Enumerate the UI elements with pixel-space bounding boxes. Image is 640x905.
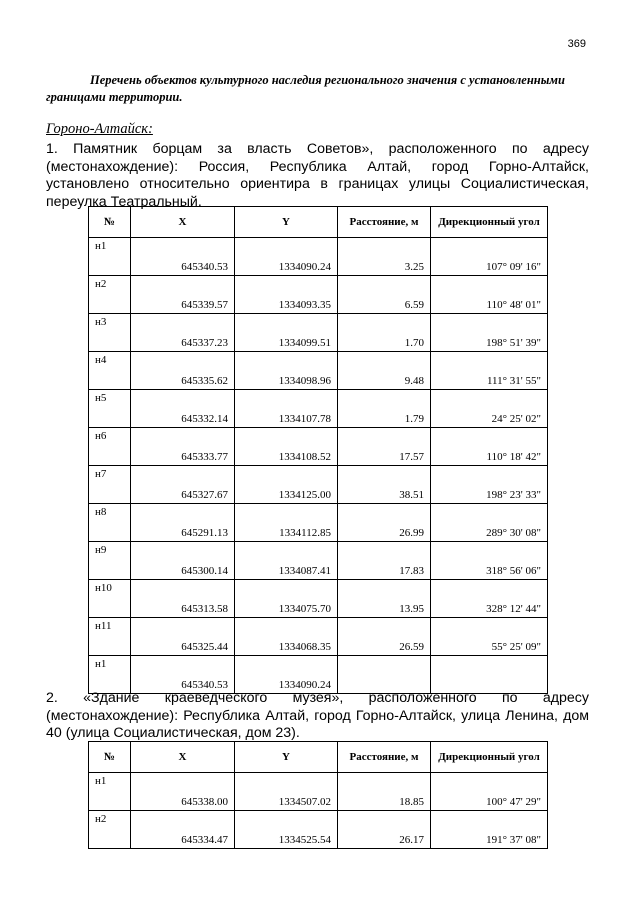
point-cell: н5	[89, 390, 131, 428]
distance-cell: 17.83	[338, 542, 431, 580]
angle-cell: 318° 56' 06"	[431, 542, 548, 580]
x-cell: 645300.14	[131, 542, 235, 580]
y-cell: 1334098.96	[235, 352, 338, 390]
y-cell: 1334093.35	[235, 276, 338, 314]
y-cell: 1334090.24	[235, 238, 338, 276]
point-cell: н8	[89, 504, 131, 542]
distance-cell: 26.59	[338, 618, 431, 656]
angle-cell: 328° 12' 44"	[431, 580, 548, 618]
x-cell: 645337.23	[131, 314, 235, 352]
x-cell: 645333.77	[131, 428, 235, 466]
y-cell: 1334125.00	[235, 466, 338, 504]
header-distance: Расстояние, м	[338, 742, 431, 773]
distance-cell: 1.79	[338, 390, 431, 428]
x-cell: 645291.13	[131, 504, 235, 542]
distance-cell: 26.99	[338, 504, 431, 542]
x-cell: 645335.62	[131, 352, 235, 390]
table-row	[89, 352, 548, 390]
table-row	[89, 542, 548, 580]
table-row	[89, 238, 548, 276]
coordinates-table	[88, 741, 548, 849]
object-description: 2. «Здание краеведческого музея», расположенного по адресу (местонахождение): Республика Алтай, город Горно-Алтайск, улица Ленина, дом 40 (улица Социалистическая, дом 23).	[46, 690, 589, 741]
angle-cell: 111° 31' 55"	[431, 352, 548, 390]
point-cell: н9	[89, 542, 131, 580]
y-cell: 1334525.54	[235, 811, 338, 849]
distance-cell: 6.59	[338, 276, 431, 314]
angle-cell: 107° 09' 16"	[431, 238, 548, 276]
distance-cell: 26.17	[338, 811, 431, 849]
point-cell: н2	[89, 276, 131, 314]
x-cell: 645340.53	[131, 656, 235, 694]
y-cell: 1334068.35	[235, 618, 338, 656]
point-cell: н7	[89, 466, 131, 504]
header-num: №	[89, 742, 131, 773]
point-cell: н1	[89, 656, 131, 694]
angle-cell	[431, 656, 548, 694]
table-row	[89, 618, 548, 656]
header-y: Y	[235, 742, 338, 773]
distance-cell	[338, 656, 431, 694]
y-cell: 1334090.24	[235, 656, 338, 694]
table-row	[89, 276, 548, 314]
distance-cell: 13.95	[338, 580, 431, 618]
y-cell: 1334107.78	[235, 390, 338, 428]
header-angle: Дирекционный угол	[431, 742, 548, 773]
x-cell: 645339.57	[131, 276, 235, 314]
table-body	[89, 238, 548, 694]
y-cell: 1334087.41	[235, 542, 338, 580]
table-row	[89, 773, 548, 811]
header-angle: Дирекционный угол	[431, 207, 548, 238]
angle-cell: 100° 47' 29"	[431, 773, 548, 811]
angle-cell: 110° 48' 01"	[431, 276, 548, 314]
angle-cell: 191° 37' 08"	[431, 811, 548, 849]
table-row	[89, 390, 548, 428]
angle-cell: 198° 23' 33"	[431, 466, 548, 504]
point-cell: н1	[89, 773, 131, 811]
distance-cell: 3.25	[338, 238, 431, 276]
table-row	[89, 314, 548, 352]
header-num: №	[89, 207, 131, 238]
angle-cell: 289° 30' 08"	[431, 504, 548, 542]
table-body	[89, 773, 548, 849]
table-row	[89, 811, 548, 849]
header-distance: Расстояние, м	[338, 207, 431, 238]
point-cell: н3	[89, 314, 131, 352]
table-row	[89, 656, 548, 694]
document-heading: Перечень объектов культурного наследия регионального значения с установленными границами территории.	[46, 73, 565, 104]
point-cell: н6	[89, 428, 131, 466]
point-cell: н1	[89, 238, 131, 276]
header-y: Y	[235, 207, 338, 238]
distance-cell: 1.70	[338, 314, 431, 352]
table-row	[89, 428, 548, 466]
distance-cell: 17.57	[338, 428, 431, 466]
y-cell: 1334075.70	[235, 580, 338, 618]
city-label: Гороно-Алтайск:	[46, 121, 153, 137]
x-cell: 645334.47	[131, 811, 235, 849]
x-cell: 645325.44	[131, 618, 235, 656]
table-row	[89, 504, 548, 542]
angle-cell: 110° 18' 42"	[431, 428, 548, 466]
point-cell: н2	[89, 811, 131, 849]
x-cell: 645332.14	[131, 390, 235, 428]
distance-cell: 38.51	[338, 466, 431, 504]
angle-cell: 24° 25' 02"	[431, 390, 548, 428]
x-cell: 645327.67	[131, 466, 235, 504]
table-row	[89, 466, 548, 504]
x-cell: 645340.53	[131, 238, 235, 276]
point-cell: н4	[89, 352, 131, 390]
y-cell: 1334112.85	[235, 504, 338, 542]
y-cell: 1334099.51	[235, 314, 338, 352]
angle-cell: 198° 51' 39"	[431, 314, 548, 352]
angle-cell: 55° 25' 09"	[431, 618, 548, 656]
table-row	[89, 580, 548, 618]
page-number: 369	[567, 38, 586, 50]
point-cell: н10	[89, 580, 131, 618]
object-description: 1. Памятник борцам за власть Советов», расположенного по адресу (местонахождение): Россия, Республика Алтай, город Горно-Алтайск, установлено относительно ориентира в границах улицы Социалистическая, переулка Театральный.	[46, 141, 589, 210]
y-cell: 1334108.52	[235, 428, 338, 466]
y-cell: 1334507.02	[235, 773, 338, 811]
point-cell: н11	[89, 618, 131, 656]
header-x: X	[131, 742, 235, 773]
x-cell: 645313.58	[131, 580, 235, 618]
x-cell: 645338.00	[131, 773, 235, 811]
distance-cell: 9.48	[338, 352, 431, 390]
distance-cell: 18.85	[338, 773, 431, 811]
header-x: X	[131, 207, 235, 238]
coordinates-table	[88, 206, 548, 694]
